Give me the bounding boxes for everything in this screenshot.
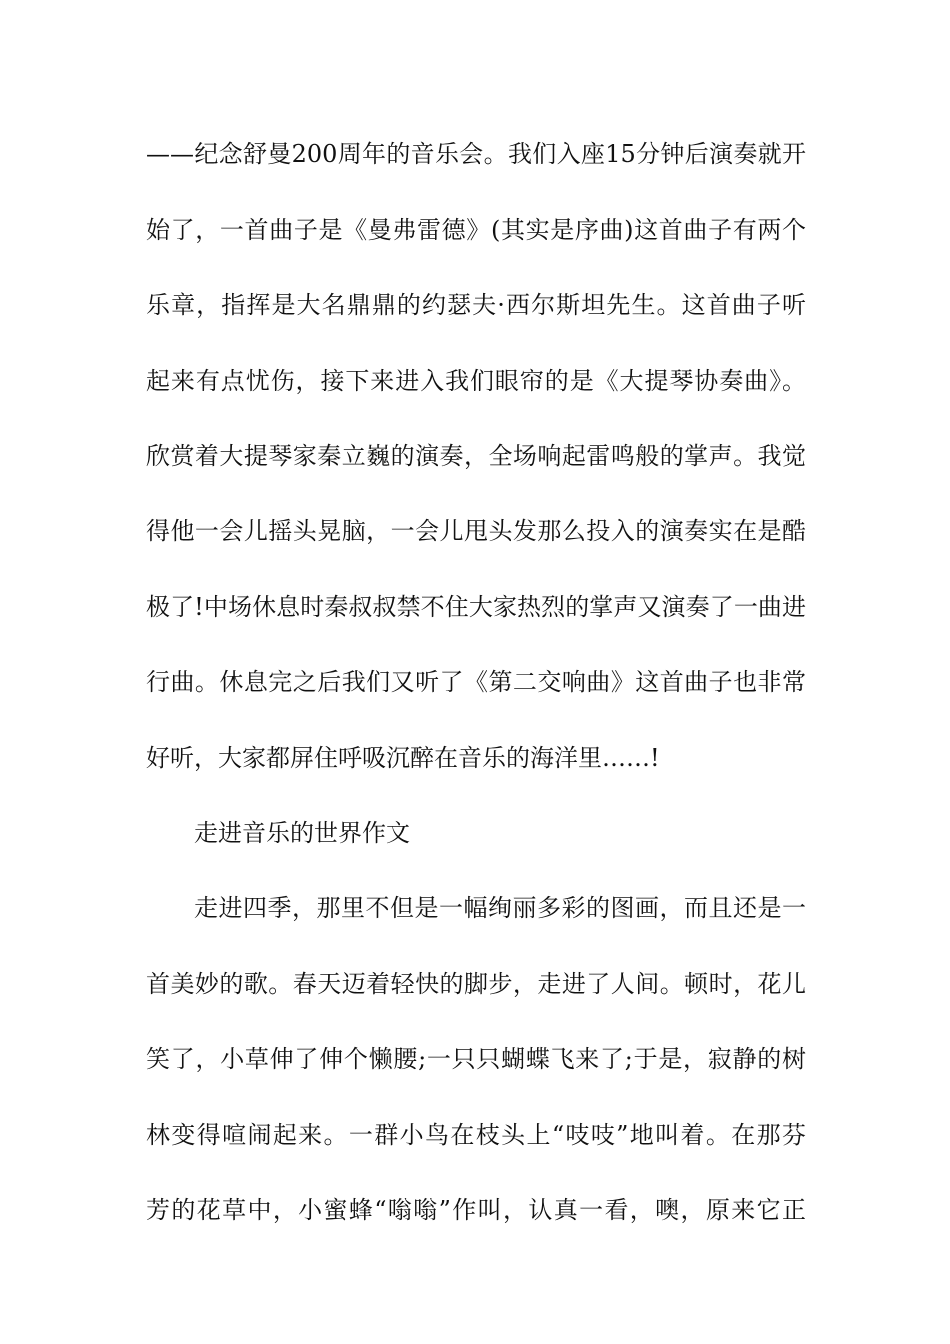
text-line-6: 得他一会儿摇头晃脑，一会儿甩头发那么投入的演奏实在是酷 (146, 517, 806, 545)
text-line-2: 始了，一首曲子是《曼弗雷德》(其实是序曲)这首曲子有两个 (146, 216, 806, 244)
text-line-3: 乐章，指挥是大名鼎鼎的约瑟夫·西尔斯坦先生。这首曲子听 (146, 291, 806, 319)
text-line-1: ——纪念舒曼200周年的音乐会。我们入座15分钟后演奏就开 (146, 140, 806, 168)
text-line-4: 起来有点忧伤，接下来进入我们眼帘的是《大提琴协奏曲》。 (146, 367, 806, 395)
text-line-8: 行曲。休息完之后我们又听了《第二交响曲》这首曲子也非常 (146, 668, 806, 696)
text-line-14: 林变得喧闹起来。一群小鸟在枝头上“吱吱”地叫着。在那芬 (146, 1121, 806, 1149)
text-line-12: 首美妙的歌。春天迈着轻快的脚步，走进了人间。顿时，花儿 (146, 970, 806, 998)
text-line-9: 好听，大家都屏住呼吸沉醉在音乐的海洋里……! (146, 744, 660, 772)
text-line-13: 笑了，小草伸了伸个懒腰;一只只蝴蝶飞来了;于是，寂静的树 (146, 1045, 806, 1073)
section-heading: 走进音乐的世界作文 (194, 819, 410, 847)
text-line-7: 极了!中场休息时秦叔叔禁不住大家热烈的掌声又演奏了一曲进 (146, 593, 806, 621)
text-line-11: 走进四季，那里不但是一幅绚丽多彩的图画，而且还是一 (194, 894, 806, 922)
text-line-15: 芳的花草中，小蜜蜂“嗡嗡”作叫，认真一看，噢，原来它正 (146, 1196, 806, 1224)
text-line-5: 欣赏着大提琴家秦立巍的演奏，全场响起雷鸣般的掌声。我觉 (146, 442, 806, 470)
